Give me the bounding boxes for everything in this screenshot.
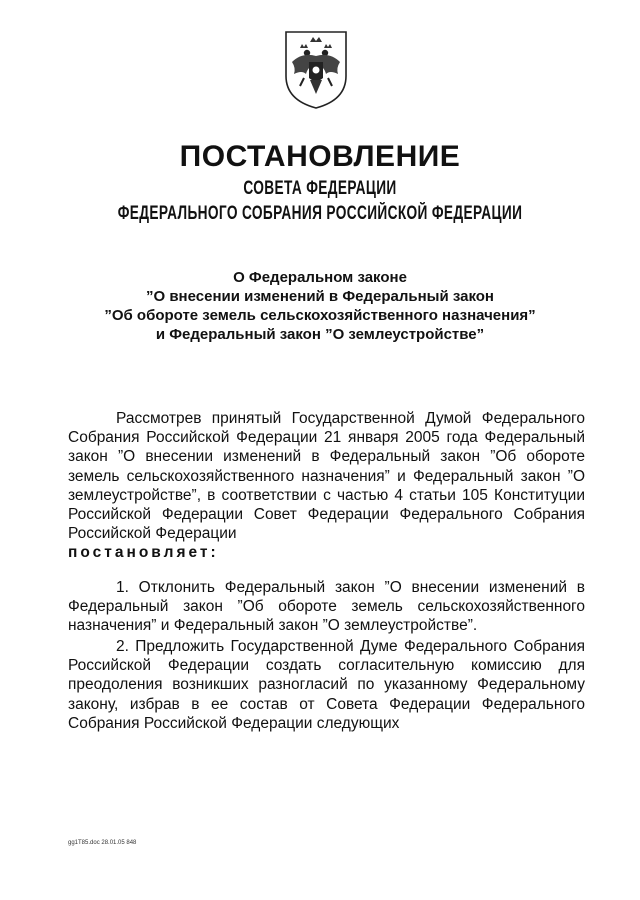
coat-of-arms-icon [280,28,352,110]
resolves-word: постановляет: [68,544,219,562]
issuer-line-2: ФЕДЕРАЛЬНОГО СОБРАНИЯ РОССИЙСКОЙ ФЕДЕРАЦИИ [117,203,523,224]
subject-line: ”О внесении изменений в Федеральный закон [146,288,494,305]
item-1-paragraph: 1. Отклонить Федеральный закон ”О внесении изменений в Федеральный закон ”Об обороте земель сельскохозяйственного назначения” и Федеральный закон ”О землеустройстве”. [68,579,585,635]
subject-line: О Федеральном законе [233,269,407,286]
document-title: ПОСТАНОВЛЕНИЕ [179,140,461,173]
issuer-line-1: СОВЕТА ФЕДЕРАЦИИ [243,178,397,199]
file-reference: gg1T85.doc 28.01.05 848 [68,840,137,846]
document-subject [60,268,580,344]
subject-line: ”Об обороте земель сельскохозяйственного назначения” [104,307,536,324]
item-2-paragraph: 2. Предложить Государственной Думе Федерального Собрания Российской Федерации создать согласительную комиссию для преодоления возникших разногласий по указанному Федеральному закону, избрав в ее состав от Совета Федерации Федерального Собрания Российской Федерации следующих [68,638,585,732]
preamble-text: Рассмотрев принятый Государственной Думой Федерального Собрания Российской Федерации 21 января 2005 года Федеральный закон ”О внесении изменений в Федеральный закон ”Об обороте земель сельскохозяйственного назначения” и Федеральный закон ”О землеустройстве”, в соответствии с частью 4 статьи 105 Конституции Российской Федерации Совет Федерации Федерального Собрания Российской Федерации [68,410,585,543]
subject-line: и Федеральный закон ”О землеустройстве” [155,326,485,343]
preamble-paragraph [68,409,585,563]
